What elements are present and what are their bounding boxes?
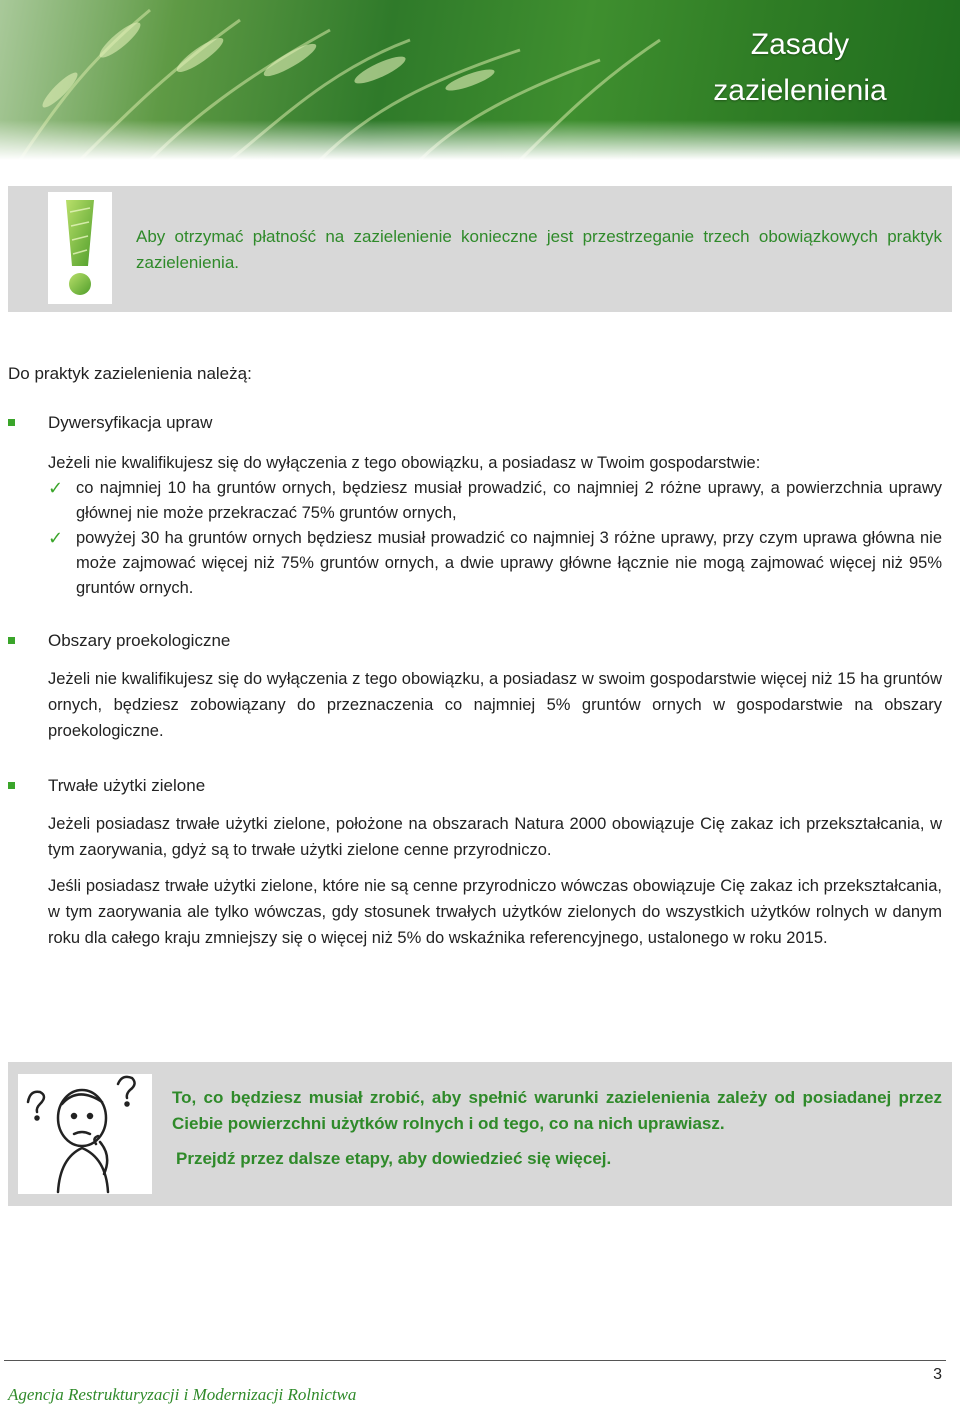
list-item-text: co najmniej 10 ha gruntów ornych, będziesz musiał prowadzić, co najmniej 2 różne uprawy, a powierzchnia uprawy głównej nie może przekraczać 75% gruntów ornych, [76,479,942,522]
footer-organization: Agencja Restrukturyzacji i Modernizacji Rolnictwa [8,1385,357,1404]
section-text-trwale-2: Jeśli posiadasz trwałe użytki zielone, które nie są cenne przyrodniczo wówczas obowiązuje Cię zakaz ich przekształcania, w tym zaorywania ale tylko wówczas, gdy stosunek trwałych użytków zielonych do wszystkich użytków rolnych w danym roku dla całego kraju zmniejszy się o więcej niż 5% do wskaźnika referencyjnego, ustalonego w roku 2015. [48,877,942,947]
square-bullet-icon [8,419,15,426]
square-bullet-icon [8,782,15,789]
check-list [48,476,942,601]
section-heading-obszary: Obszary proekologiczne [48,631,231,650]
page-title [700,22,900,114]
checkmark-icon: ✓ [48,528,64,548]
header-banner [0,0,960,160]
section-text-trwale-1: Jeżeli posiadasz trwałe użytki zielone, położone na obszarach Natura 2000 obowiązuje Cię zakaz ich przekształcania, w tym zaorywania, gdyż są to trwałe użytki zielone cenne przyrodniczo. [48,815,942,859]
notice-text: Aby otrzymać płatność na zazielenienie konieczne jest przestrzeganie trzech obowiązkowych praktyk zazielenienia. [136,227,942,272]
page-number: 3 [933,1366,942,1383]
section-heading-trwale: Trwałe użytki zielone [48,776,206,795]
checkmark-icon: ✓ [48,478,64,498]
summary-text: To, co będziesz musiał zrobić, aby spełnić warunki zazielenienia zależy od posiadanej przez Ciebie powierzchni użytków rolnych i od tego, co na nich uprawiasz. [172,1088,942,1133]
thinking-person-icon [18,1074,152,1194]
section-heading-dywersyfikacja: Dywersyfikacja upraw [48,413,213,432]
list-item-text: powyżej 30 ha gruntów ornych będziesz musiał prowadzić co najmniej 3 różne uprawy, przy czym uprawa główna nie może zajmować więcej niż 75% gruntów ornych, a dwie uprawy główne łącznie nie mogą zajmować więcej niż 95% gruntów ornych. [76,529,942,597]
exclamation-grass-icon [48,192,112,304]
section-text-obszary: Jeżeli nie kwalifikujesz się do wyłączenia z tego obowiązku, a posiadasz w swoim gospodarstwie więcej niż 15 ha gruntów ornych, będziesz zobowiązany do przeznaczenia co najmniej 5% gruntów ornych w gospodarstwie na obszary proekologiczne. [48,670,942,740]
summary-call-to-action: Przejdź przez dalsze etapy, aby dowiedzieć się więcej. [176,1149,612,1168]
section-lead-dywersyfikacja: Jeżeli nie kwalifikujesz się do wyłączenia z tego obowiązku, a posiadasz w Twoim gospodarstwie: [48,454,761,472]
footer-divider [4,1360,946,1361]
list-item [48,526,942,601]
square-bullet-icon [8,637,15,644]
list-item [48,476,942,526]
page-title-line2: zazielenienia [713,74,887,107]
banner-fade [0,120,960,160]
page-title-line1: Zasady [750,28,850,61]
intro-text: Do praktyk zazielenienia należą: [8,364,252,383]
